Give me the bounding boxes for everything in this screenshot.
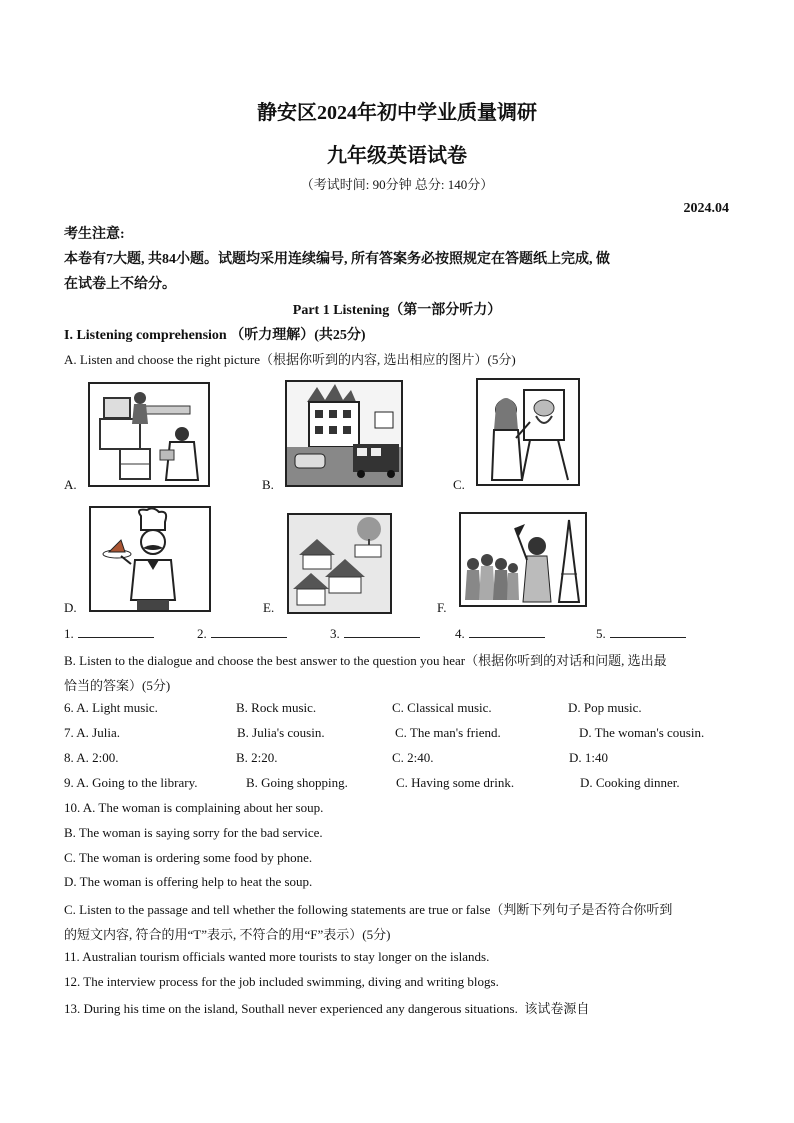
q9-option-c: C. Having some drink. — [396, 775, 515, 790]
q9-option-b: B. Going shopping. — [246, 775, 348, 790]
picture-label: D. — [64, 600, 77, 615]
picture-label: B. — [262, 477, 274, 492]
q7-option-c: C. The man's friend. — [395, 725, 501, 740]
q11-statement: 11. Australian tourism officials wanted more tourists to stay longer on the islands. — [64, 949, 490, 964]
q12-statement: 12. The interview process for the job included swimming, diving and writing blogs. — [64, 974, 499, 989]
q9-option-d: D. Cooking dinner. — [580, 775, 680, 790]
blank-number: 2. — [197, 626, 207, 641]
blank-line[interactable] — [211, 625, 287, 638]
blank-line[interactable] — [78, 625, 154, 638]
section-c-instruction-1: C. Listen to the passage and tell whether the following statements are true or false（判断下列句子是否符合你听到 — [64, 902, 673, 917]
q6-option-d: D. Pop music. — [568, 700, 642, 715]
tour-guide-eiffel-picture — [459, 512, 587, 607]
exam-date: 2024.04 — [683, 201, 729, 216]
section-i-heading: I. Listening comprehension （听力理解）(共25分) — [64, 328, 366, 343]
q13-text: 13. During his time on the island, Southall never experienced any dangerous situations. — [64, 1001, 518, 1016]
exam-subtitle: 九年级英语试卷 — [327, 145, 467, 167]
notice-heading: 考生注意: — [64, 227, 125, 242]
blank-number: 3. — [330, 626, 340, 641]
q8-option-c: C. 2:40. — [392, 750, 434, 765]
burning-building-picture — [285, 380, 403, 487]
blank-line[interactable] — [344, 625, 420, 638]
q10-option-b: B. The woman is saying sorry for the bad service. — [64, 825, 323, 840]
answer-blank-3 — [330, 625, 420, 642]
q7-option-a: 7. A. Julia. — [64, 725, 120, 740]
q8-option-b: B. 2:20. — [236, 750, 278, 765]
blank-number: 4. — [455, 626, 465, 641]
picture-label: F. — [437, 600, 447, 615]
picture-label: A. — [64, 477, 77, 492]
section-b-instruction-1: B. Listen to the dialogue and choose the best answer to the question you hear（根据你听到的对话和问题, 选出最 — [64, 653, 667, 668]
exam-info: （考试时间: 90分钟 总分: 140分） — [300, 177, 494, 192]
answer-blank-2 — [197, 625, 287, 642]
exam-title: 静安区2024年初中学业质量调研 — [257, 102, 537, 124]
q7-option-d: D. The woman's cousin. — [579, 725, 705, 740]
q7-option-b: B. Julia's cousin. — [237, 725, 325, 740]
q10-option-c: C. The woman is ordering some food by phone. — [64, 850, 313, 865]
q8-option-d: D. 1:40 — [569, 750, 608, 765]
q6-option-b: B. Rock music. — [236, 700, 317, 715]
q6-option-a: 6. A. Light music. — [64, 700, 158, 715]
answer-blank-1 — [64, 625, 154, 642]
picture-label: E. — [263, 600, 275, 615]
q8-option-a: 8. A. 2:00. — [64, 750, 119, 765]
part1-heading: Part 1 Listening（第一部分听力） — [292, 303, 502, 318]
q10-option-a: 10. A. The woman is complaining about her soup. — [64, 800, 324, 815]
blank-line[interactable] — [610, 625, 686, 638]
section-a-instruction: A. Listen and choose the right picture（根据你听到的内容, 选出相应的图片）(5分) — [64, 352, 516, 367]
q9-option-a: 9. A. Going to the library. — [64, 775, 198, 790]
notice-line-1: 本卷有7大题, 共84小题。试题均采用连续编号, 所有答案务必按照规定在答题纸上完成, 做 — [64, 252, 610, 267]
q13-source-note: 该试卷源自 — [524, 1001, 590, 1016]
section-c-instruction-2: 的短文内容, 符合的用“T”表示, 不符合的用“F”表示）(5分) — [64, 927, 391, 942]
answer-blank-4 — [455, 625, 545, 642]
chef-with-cake-picture — [89, 506, 211, 612]
blank-line[interactable] — [469, 625, 545, 638]
q13-statement — [64, 998, 589, 1017]
q10-option-d: D. The woman is offering help to heat the soup. — [64, 874, 313, 889]
notice-line-2: 在试卷上不给分。 — [64, 277, 176, 292]
answer-blank-5 — [596, 625, 686, 642]
picture-label: C. — [453, 477, 465, 492]
q6-option-c: C. Classical music. — [392, 700, 492, 715]
section-b-instruction-2: 恰当的答案）(5分) — [64, 678, 171, 693]
office-desk-picture — [88, 382, 210, 487]
blank-number: 1. — [64, 626, 74, 641]
painting-easel-picture — [476, 378, 580, 486]
snowy-houses-picture — [287, 513, 392, 614]
blank-number: 5. — [596, 626, 606, 641]
